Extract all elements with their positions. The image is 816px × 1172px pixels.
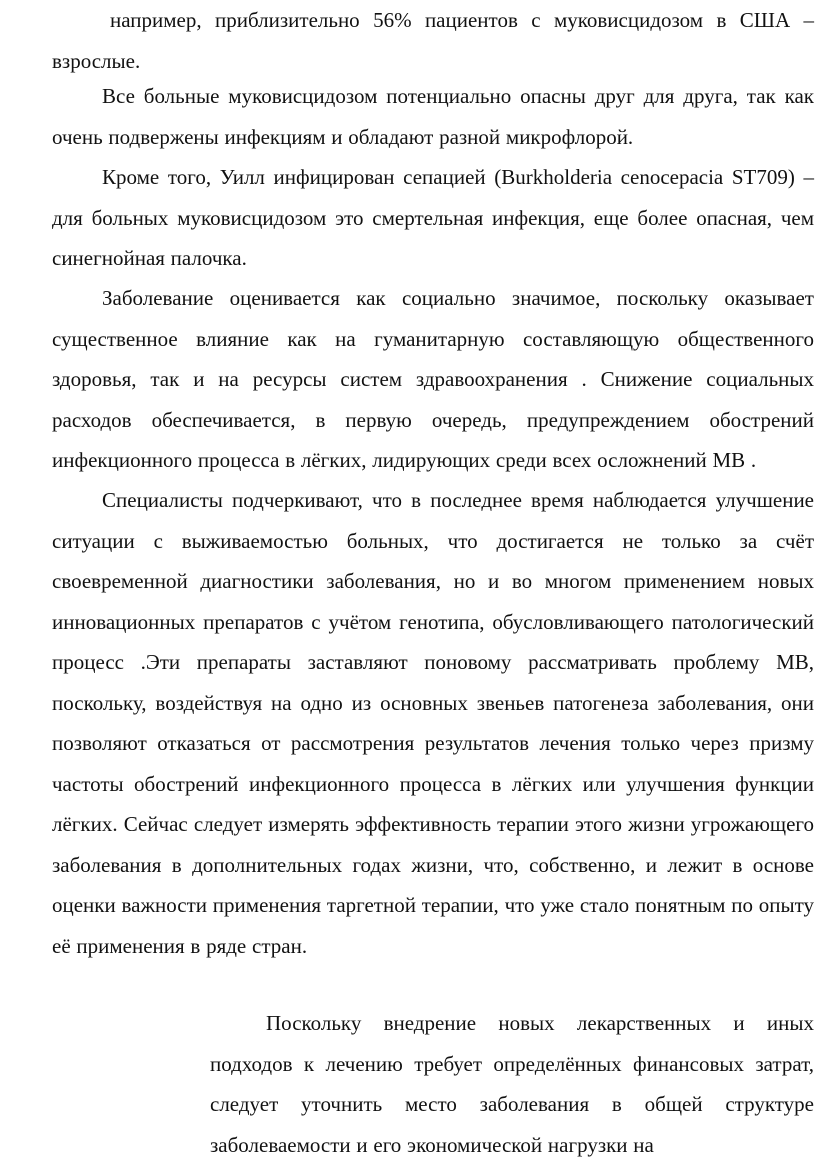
- paragraph-social-significance: Заболевание оценивается как социально значимое, поскольку оказывает существенное влияние как на гуманитарную составляющую общественного здоровья, так и на ресурсы систем здравоохранения . Снижение социальных расходов обеспечивается, в первую очередь, предупреждением обострений инфекционного процесса в лёгких, лидирующих среди всех осложнений МВ .: [52, 286, 814, 472]
- paragraph-cepacia: Кроме того, Уилл инфицирован сепацией (Burkholderia cenocepacia ST709) – для больных муковисцидозом это смертельная инфекция, еще более опасная, чем синегнойная палочка.: [52, 165, 814, 270]
- paragraph-financial-burden: Поскольку внедрение новых лекарственных и иных подходов к лечению требует определённых финансовых затрат, следует уточнить место заболевания в общей структуре заболеваемости и его экономической нагрузки на: [210, 1011, 814, 1157]
- paragraph-survival-improvement: Специалисты подчеркивают, что в последнее время наблюдается улучшение ситуации с выживаемостью больных, что достигается не только за счёт своевременной диагностики заболевания, но и во многом применением новых инновационных препаратов с учётом генотипа, обусловливающего патологический процесс .Эти препараты заставляют поновому рассматривать проблему МВ, поскольку, воздействуя на одно из основных звеньев патогенеза заболевания, они позволяют отказаться от рассмотрения результатов лечения только через призму частоты обострений инфекционного процесса в лёгких или улучшения функции лёгких. Сейчас следует измерять эффективность терапии этого жизни угрожающего заболевания в дополнительных годах жизни, что, собственно, и лежит в основе оценки важности применения таргетной терапии, что уже стало понятным по опыту её применения в ряде стран.: [52, 488, 814, 958]
- paragraph-infection-risk: Все больные муковисцидозом потенциально опасны друг для друга, так как очень подвержены инфекциям и обладают разной микрофлорой.: [52, 84, 814, 149]
- paragraph-continuation: например, приблизительно 56% пациентов с муковисцидозом в США – взрослые.: [52, 8, 814, 73]
